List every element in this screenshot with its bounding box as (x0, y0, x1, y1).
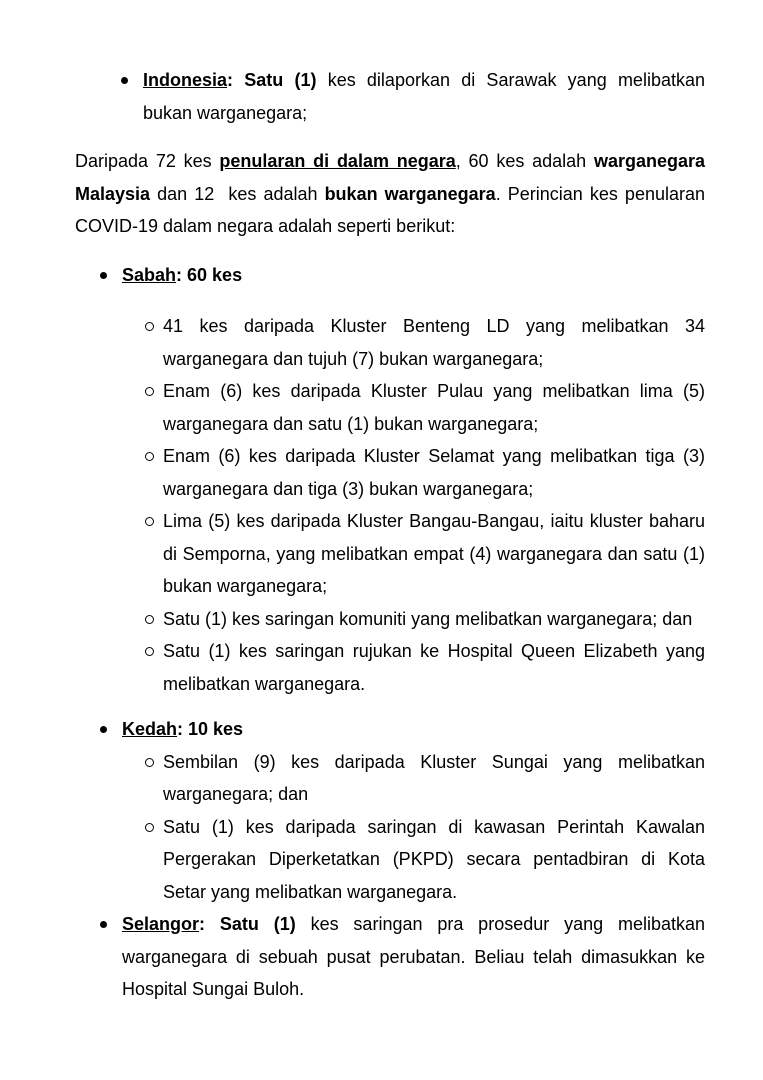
sub-bullet-item (75, 603, 705, 636)
text-run: Enam (6) kes daripada Kluster Pulau yang melibatkan lima (5) warganegara dan satu (1) bukan warganegara; (163, 381, 705, 434)
sub-bullet-text (163, 635, 705, 700)
circle-bullet-icon (145, 647, 154, 656)
text-run: dan 12 kes adalah (150, 183, 325, 204)
text-run: Satu (1) kes saringan rujukan ke Hospital Queen Elizabeth yang melibatkan warganegara. (163, 641, 705, 694)
text-run: Satu (1) kes saringan komuniti yang melibatkan warganegara; dan (163, 608, 693, 629)
sub-bullet-item (75, 635, 705, 700)
text-run: : 10 kes (177, 719, 244, 739)
circle-bullet-icon (145, 387, 154, 396)
text-run: penularan di dalam negara (219, 151, 456, 171)
text-run: . Perincian kes penularan COVID-19 dalam negara adalah seperti berikut: (75, 183, 705, 236)
sub-bullet-text (163, 746, 705, 811)
sub-bullet-text (163, 310, 705, 375)
sub-bullet-text (163, 440, 705, 505)
text-run: 41 kes daripada Kluster Benteng LD yang melibatkan 34 warganegara dan tujuh (7) bukan warganegara; (163, 316, 705, 369)
text-run: Sembilan (9) kes daripada Kluster Sungai yang melibatkan warganegara; dan (163, 751, 705, 804)
circle-bullet-icon (145, 823, 154, 832)
text-run: warganegara Malaysia (75, 151, 705, 204)
sub-bullet-marker (75, 635, 163, 656)
text-run: Enam (6) kes daripada Kluster Selamat yang melibatkan tiga (3) warganegara dan tiga (3) bukan warganegara; (163, 446, 705, 499)
sub-bullet-marker (75, 440, 163, 461)
sub-bullet-item (75, 375, 705, 440)
text-run: , 60 kes adalah (455, 151, 594, 171)
text-run: Daripada 72 kes (75, 151, 220, 171)
text-run: kes dilaporkan di Sarawak yang melibatkan bukan warganegara; (143, 70, 705, 123)
text-run: Selangor (122, 914, 200, 934)
bullet-item-kedah (75, 713, 705, 746)
bullet-marker (75, 713, 122, 733)
sub-bullet-item (75, 505, 705, 603)
text-run: : 60 kes (176, 264, 243, 285)
text-run: : Satu (1) (227, 70, 317, 90)
circle-bullet-icon (145, 758, 154, 767)
bullet-item-sabah (75, 259, 705, 292)
text-run: bukan warganegara (324, 183, 496, 204)
text-run: : Satu (1) (199, 914, 296, 934)
text-run: Satu (1) kes daripada saringan di kawasan Perintah Kawalan Pergerakan Diperketatkan (PKPD) secara pentadbiran di Kota Setar yang melibatkan warganegara. (163, 816, 705, 902)
sub-bullet-item (75, 440, 705, 505)
circle-bullet-icon (145, 322, 154, 331)
bullet-dot-icon (100, 272, 107, 279)
bullet-dot-icon (121, 77, 128, 84)
bullet-marker (75, 64, 143, 84)
bullet-text (122, 713, 705, 746)
circle-bullet-icon (145, 615, 154, 624)
sub-bullet-item (75, 746, 705, 811)
sub-bullet-item (75, 310, 705, 375)
sub-bullet-item (75, 811, 705, 909)
text-run: Lima (5) kes daripada Kluster Bangau-Bangau, iaitu kluster baharu di Semporna, yang melibatkan empat (4) warganegara dan satu (1) bukan warganegara; (163, 511, 705, 596)
sub-bullet-marker (75, 505, 163, 526)
sub-bullet-text (163, 505, 705, 603)
sub-bullet-marker (75, 746, 163, 767)
sub-bullet-marker (75, 375, 163, 396)
bullet-item-indonesia (75, 64, 705, 129)
text-run: Kedah (122, 719, 178, 739)
circle-bullet-icon (145, 517, 154, 526)
bullet-item-selangor (75, 908, 705, 1006)
document-content (75, 64, 705, 1006)
sub-bullet-text (163, 375, 705, 440)
bullet-text (143, 64, 705, 129)
sub-bullet-marker (75, 603, 163, 624)
text-run: Sabah (122, 264, 177, 285)
text-run: kes saringan pra prosedur yang melibatkan warganegara di sebuah pusat perubatan. Beliau telah dimasukkan ke Hospital Sungai Buloh. (122, 914, 705, 999)
paragraph-summary (75, 145, 705, 243)
bullet-dot-icon (100, 726, 107, 733)
sub-bullet-marker (75, 811, 163, 832)
bullet-marker (75, 908, 122, 928)
bullet-dot-icon (100, 921, 107, 928)
bullet-text (122, 259, 705, 292)
sub-bullet-marker (75, 310, 163, 331)
sub-bullet-text (163, 603, 705, 636)
bullet-marker (75, 259, 122, 279)
sub-bullet-text (163, 811, 705, 909)
bullet-text (122, 908, 705, 1006)
circle-bullet-icon (145, 452, 154, 461)
text-run: Indonesia (143, 70, 228, 90)
